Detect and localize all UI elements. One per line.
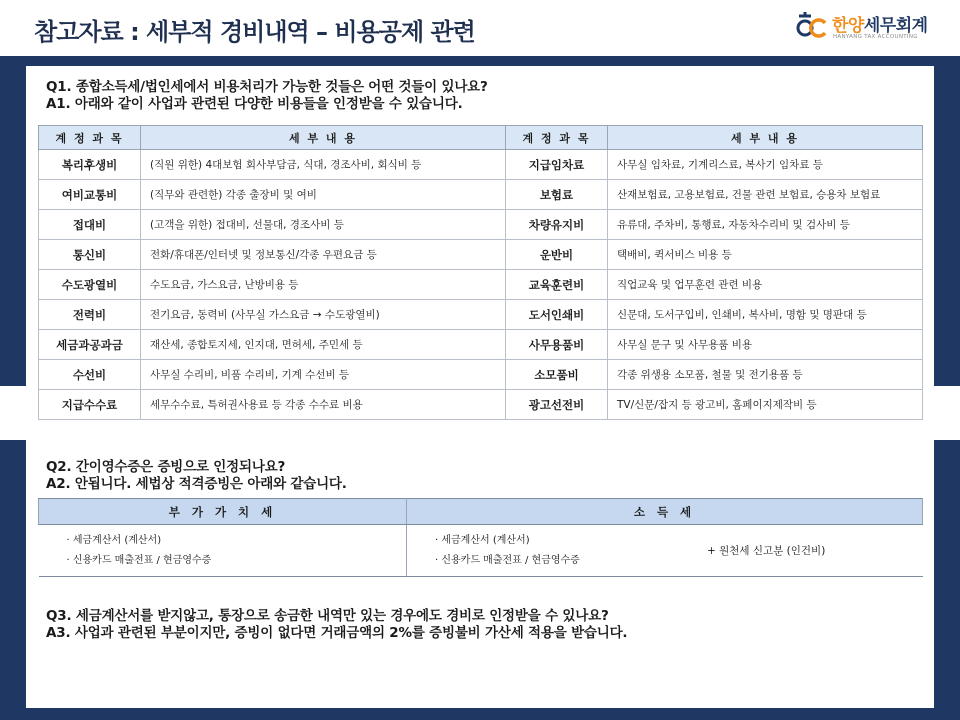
- expense-row: [39, 360, 923, 390]
- account-detail: 수도요금, 가스요금, 난방비용 등: [141, 270, 506, 300]
- account-detail: 사무실 수리비, 비품 수리비, 기계 수선비 등: [141, 360, 506, 390]
- account-name: 사무용품비: [506, 330, 608, 360]
- vat-item: · 세금계산서 (계산서): [66, 534, 162, 546]
- account-detail: 각종 위생용 소모품, 철물 및 전기용품 등: [608, 360, 923, 390]
- account-name: 도서인쇄비: [506, 300, 608, 330]
- account-name: 세금과공과금: [39, 330, 141, 360]
- account-name: 수도광열비: [39, 270, 141, 300]
- header: [0, 0, 960, 56]
- account-detail: (직무와 관련한) 각종 출장비 및 여비: [141, 180, 506, 210]
- account-detail: (직원 위한) 4대보험 회사부담금, 식대, 경조사비, 회식비 등: [141, 150, 506, 180]
- company-logo: [796, 8, 946, 48]
- account-detail: 사무실 문구 및 사무용품 비용: [608, 330, 923, 360]
- account-detail: 사무실 임차료, 기계리스료, 복사기 임차료 등: [608, 150, 923, 180]
- expense-table-header: [39, 126, 923, 150]
- q3-question: Q3. 세금계산서를 받지않고, 통장으로 송금한 내역만 있는 경우에도 경비로 인정받을 수 있나요?: [46, 608, 609, 624]
- vat-proof-cell: [39, 525, 407, 577]
- account-name: 보험료: [506, 180, 608, 210]
- logo-mark-icon: [796, 10, 828, 40]
- account-detail: 전기요금, 동력비 (사무실 가스요금 → 수도광열비): [141, 300, 506, 330]
- account-name: 지급임차료: [506, 150, 608, 180]
- q1-question: Q1. 종합소득세/법인세에서 비용처리가 가능한 것들은 어떤 것들이 있나요?: [46, 79, 488, 95]
- account-detail: 직업교육 및 업무훈련 관련 비용: [608, 270, 923, 300]
- account-detail: 세무수수료, 특허권사용료 등 각종 수수료 비용: [141, 390, 506, 420]
- account-detail: 택배비, 퀵서비스 비용 등: [608, 240, 923, 270]
- account-name: 광고선전비: [506, 390, 608, 420]
- vat-item: · 신용카드 매출전표 / 현금영수증: [66, 554, 212, 566]
- logo-korean-text: 한양세무회계: [832, 16, 928, 36]
- proof-table-header: [39, 499, 923, 525]
- expense-row: [39, 150, 923, 180]
- account-name: 접대비: [39, 210, 141, 240]
- account-name: 여비교통비: [39, 180, 141, 210]
- account-detail: 재산세, 종합토지세, 인지대, 면허세, 주민세 등: [141, 330, 506, 360]
- q3-answer: A3. 사업과 관련된 부분이지만, 증빙이 없다면 거래금액의 2%를 증빙불비 가산세 적용을 받습니다.: [46, 625, 628, 641]
- income-item: · 세금계산서 (계산서): [435, 534, 530, 546]
- logo-english-text: HANYANG TAX ACCOUNTING: [833, 34, 918, 40]
- account-name: 통신비: [39, 240, 141, 270]
- expense-row: [39, 390, 923, 420]
- expense-row: [39, 270, 923, 300]
- account-detail: (고객을 위한) 접대비, 선물대, 경조사비 등: [141, 210, 506, 240]
- expense-row: [39, 180, 923, 210]
- account-name: 수선비: [39, 360, 141, 390]
- account-name: 운반비: [506, 240, 608, 270]
- account-detail: 유류대, 주차비, 통행료, 자동차수리비 및 검사비 등: [608, 210, 923, 240]
- account-name: 소모품비: [506, 360, 608, 390]
- account-name: 지급수수료: [39, 390, 141, 420]
- header-detail: 세 부 내 용: [141, 126, 506, 150]
- header-account: 계 정 과 목: [39, 126, 141, 150]
- proof-table-row: [39, 525, 923, 577]
- account-detail: 전화/휴대폰/인터넷 및 정보통신/각종 우편요금 등: [141, 240, 506, 270]
- account-detail: TV/신문/잡지 등 광고비, 홈페이지제작비 등: [608, 390, 923, 420]
- header-detail: 세 부 내 용: [608, 126, 923, 150]
- expense-row: [39, 300, 923, 330]
- q2-answer: A2. 안됩니다. 세법상 적격증빙은 아래와 같습니다.: [46, 476, 347, 492]
- q1-answer: A1. 아래와 같이 사업과 관련된 다양한 비용들을 인정받을 수 있습니다.: [46, 96, 463, 112]
- header-vat: 부 가 가 치 세: [39, 499, 407, 525]
- header-income-tax: 소 득 세: [407, 499, 923, 525]
- account-detail: 신문대, 도서구입비, 인쇄비, 복사비, 명함 및 명판대 등: [608, 300, 923, 330]
- header-account: 계 정 과 목: [506, 126, 608, 150]
- withholding-note: + 원천세 신고분 (인건비): [707, 545, 826, 557]
- expense-table: [38, 125, 923, 420]
- account-name: 교육훈련비: [506, 270, 608, 300]
- q2-question: Q2. 간이영수증은 증빙으로 인정되나요?: [46, 459, 286, 475]
- income-item: · 신용카드 매출전표 / 현금영수증: [435, 554, 580, 566]
- income-proof-cell: [407, 525, 923, 577]
- expense-row: [39, 240, 923, 270]
- account-name: 전력비: [39, 300, 141, 330]
- account-detail: 산재보험료, 고용보험료, 건물 관련 보험료, 승용차 보험료: [608, 180, 923, 210]
- expense-row: [39, 330, 923, 360]
- page-title: 참고자료 : 세부적 경비내역 – 비용공제 관련: [34, 18, 475, 46]
- account-name: 차량유지비: [506, 210, 608, 240]
- expense-row: [39, 210, 923, 240]
- account-name: 복리후생비: [39, 150, 141, 180]
- proof-table: [38, 498, 923, 577]
